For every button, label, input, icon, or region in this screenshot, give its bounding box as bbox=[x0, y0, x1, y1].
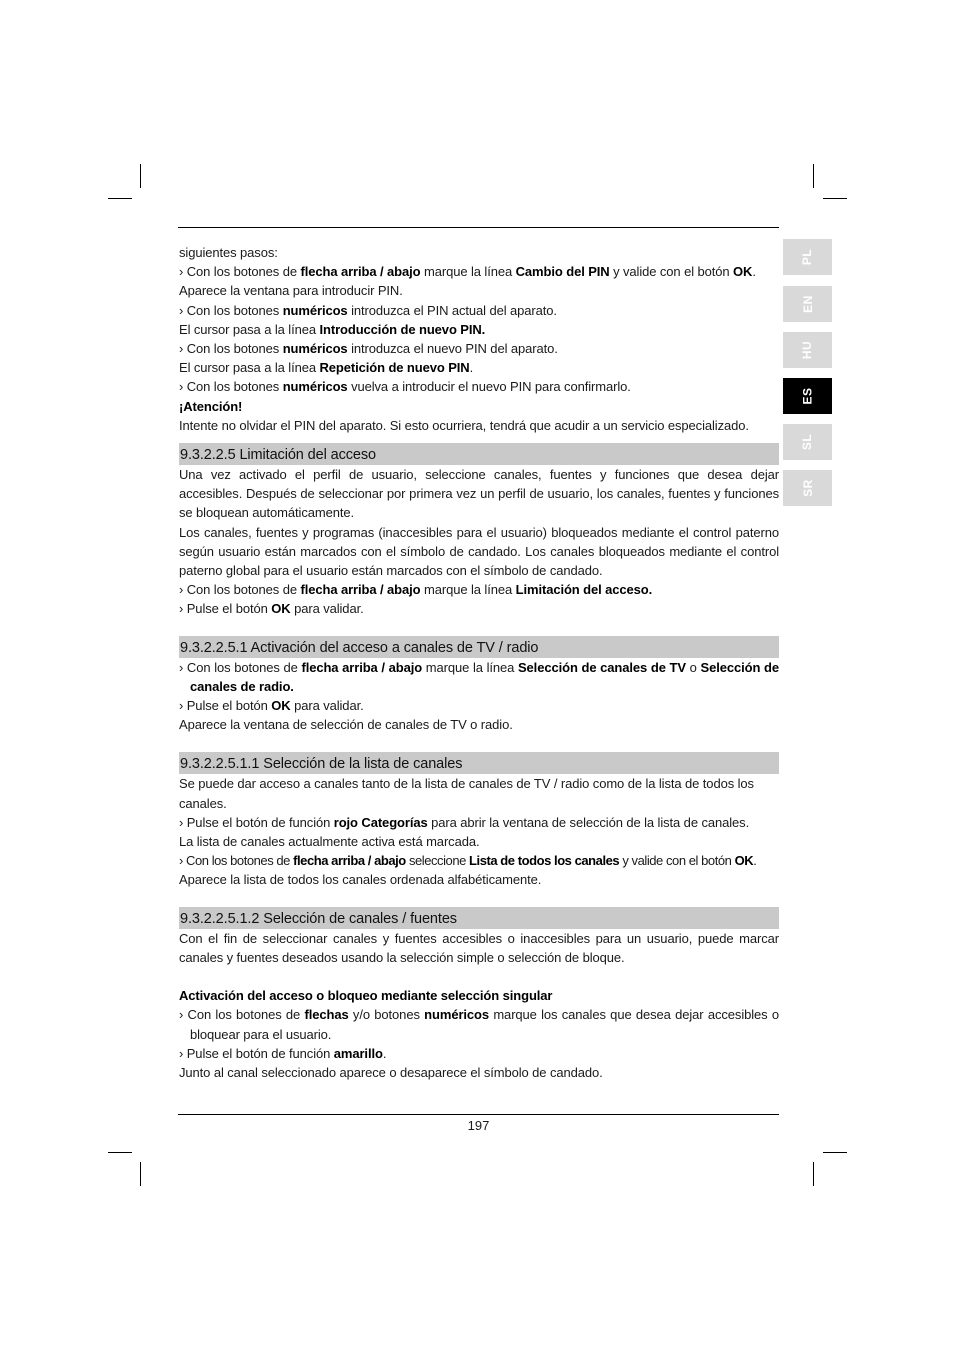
list-item bbox=[179, 262, 779, 281]
text-run: › Con los botones de bbox=[179, 659, 302, 675]
list-item bbox=[179, 301, 779, 320]
paragraph: Aparece la ventana de selección de canales de TV o radio. bbox=[179, 717, 513, 733]
text-run: El cursor pasa a la línea bbox=[179, 321, 320, 337]
text-run: . bbox=[382, 1045, 387, 1061]
list-item bbox=[179, 813, 779, 832]
attention-label bbox=[179, 397, 779, 416]
tab-label: SL bbox=[800, 433, 815, 451]
attention-text: Intente no olvidar el PIN del aparato. Si esto ocurriera, tendrá que acudir a un servicio especializado. bbox=[179, 417, 749, 433]
paragraph: Una vez activado el perfil de usuario, seleccione canales, fuentes y funciones que desea dejar accesibles. Después de seleccionar por primera vez un perfil de usuario, los canales, fuentes y funciones se bloquean automáticamente. bbox=[179, 467, 779, 521]
tab-hu[interactable] bbox=[783, 332, 832, 368]
section-heading: 9.3.2.2.5.1.1 Selección de la lista de canales bbox=[179, 752, 779, 774]
text-run: › Pulse el botón de función bbox=[179, 1045, 334, 1061]
list-item bbox=[179, 377, 779, 396]
bold-text: OK bbox=[271, 698, 291, 714]
text-run: para abrir la ventana de selección de la lista de canales. bbox=[427, 814, 750, 830]
bold-text: OK bbox=[734, 853, 754, 869]
header-rule bbox=[178, 227, 779, 228]
text-run: marque la línea bbox=[420, 582, 516, 598]
bold-text: rojo Categorías bbox=[333, 814, 428, 830]
bold-text: OK bbox=[271, 601, 291, 617]
text-run: El cursor pasa a la línea bbox=[179, 360, 320, 376]
text-run: › Con los botones de bbox=[179, 582, 301, 598]
tab-sl[interactable] bbox=[783, 424, 832, 460]
bold-text: OK bbox=[733, 264, 753, 280]
text-run: y valide con el botón bbox=[609, 264, 734, 280]
intro-line bbox=[179, 320, 779, 339]
bold-text: Limitación del acceso. bbox=[515, 582, 653, 598]
bold-text: numéricos bbox=[424, 1007, 490, 1023]
text-run: › Con los botones bbox=[179, 379, 283, 395]
crop-mark-top-right-v bbox=[813, 164, 814, 188]
text-run: › Pulse el botón bbox=[179, 601, 272, 617]
tab-pl[interactable] bbox=[783, 239, 832, 275]
text-run: › Con los botones bbox=[179, 341, 283, 357]
intro-line: Aparece la ventana para introducir PIN. bbox=[179, 283, 403, 299]
list-item bbox=[179, 599, 779, 618]
text-run: y/o botones bbox=[348, 1007, 425, 1023]
paragraph: Aparece la lista de todos los canales ordenada alfabéticamente. bbox=[179, 872, 542, 888]
page-content bbox=[179, 243, 779, 1082]
text-run: marque la línea bbox=[422, 659, 518, 675]
tab-es[interactable] bbox=[783, 378, 832, 414]
tab-en[interactable] bbox=[783, 286, 832, 322]
bold-text: numéricos bbox=[282, 341, 348, 357]
page-number: 197 bbox=[467, 1118, 490, 1133]
bold-text: flechas bbox=[304, 1007, 349, 1023]
list-item bbox=[179, 580, 779, 599]
bold-text: Cambio del PIN bbox=[515, 264, 610, 280]
text-run: marque la línea bbox=[420, 264, 516, 280]
text-run: . bbox=[469, 360, 474, 376]
list-item bbox=[179, 1044, 779, 1063]
text-run: marque los canales que desea dejar accesibles o bloquear para el usuario. bbox=[190, 1007, 779, 1042]
bold-text: flecha arriba / abajo bbox=[301, 659, 423, 675]
crop-mark-bottom-right-h bbox=[823, 1152, 847, 1153]
intro-line: siguientes pasos: bbox=[179, 245, 278, 260]
bold-text: flecha arriba / abajo bbox=[300, 582, 421, 598]
bold-text: numéricos bbox=[282, 379, 348, 395]
tab-sr[interactable] bbox=[783, 470, 832, 506]
paragraph: La lista de canales actualmente activa está marcada. bbox=[179, 834, 480, 850]
list-item bbox=[179, 1005, 779, 1043]
bold-text: flecha arriba / abajo bbox=[293, 853, 406, 869]
bold-text: Repetición de nuevo PIN bbox=[319, 360, 470, 376]
bold-text: ¡Atención! bbox=[179, 398, 243, 414]
text-run: vuelva a introducir el nuevo PIN para confirmarlo. bbox=[347, 379, 631, 395]
text-run: para validar. bbox=[290, 601, 364, 617]
tab-label: EN bbox=[800, 295, 815, 313]
bold-text: Selección de canales de TV bbox=[517, 659, 686, 675]
text-run: y valide con el botón bbox=[619, 853, 735, 869]
footer-rule bbox=[178, 1114, 779, 1115]
list-item bbox=[179, 658, 779, 696]
crop-mark-top-right-h bbox=[823, 198, 847, 199]
bold-text: flecha arriba / abajo bbox=[300, 264, 421, 280]
text-run: para validar. bbox=[290, 698, 364, 714]
text-run: › Con los botones de bbox=[179, 853, 294, 869]
tab-label: ES bbox=[800, 387, 815, 405]
section-heading: 9.3.2.2.5 Limitación del acceso bbox=[179, 443, 779, 465]
text-run: seleccione bbox=[405, 853, 470, 869]
paragraph: Junto al canal seleccionado aparece o desaparece el símbolo de candado. bbox=[179, 1064, 603, 1080]
bold-text: Lista de todos los canales bbox=[469, 853, 620, 869]
bold-text: amarillo bbox=[333, 1045, 383, 1061]
text-run: . bbox=[752, 264, 756, 280]
text-run: o bbox=[685, 659, 701, 675]
crop-mark-bottom-right-v bbox=[813, 1162, 814, 1186]
intro-line bbox=[179, 358, 779, 377]
spacer bbox=[179, 967, 779, 986]
text-run: › Con los botones de bbox=[179, 1007, 305, 1023]
crop-mark-bottom-left-h bbox=[108, 1152, 132, 1153]
list-item bbox=[179, 696, 779, 715]
paragraph: Los canales, fuentes y programas (inaccesibles para el usuario) bloqueados mediante el control paterno según usuario están marcados con el símbolo de candado. Los canales bloqueados mediante el control paterno global para el usuario están marcados con el símbolo de candado. bbox=[179, 524, 779, 579]
text-run: › Pulse el botón de función bbox=[179, 814, 334, 830]
list-item bbox=[179, 339, 779, 358]
crop-mark-top-left-h bbox=[108, 198, 132, 199]
subheading bbox=[179, 986, 779, 1005]
section-heading: 9.3.2.2.5.1 Activación del acceso a canales de TV / radio bbox=[179, 636, 779, 658]
text-run: › Con los botones de bbox=[179, 264, 301, 280]
crop-mark-bottom-left-v bbox=[140, 1162, 141, 1186]
bold-text: Selección de canales de radio. bbox=[190, 659, 779, 694]
paragraph: Se puede dar acceso a canales tanto de la lista de canales de TV / radio como de la lista de todos los canales. bbox=[179, 776, 754, 811]
tab-label: SR bbox=[800, 479, 815, 497]
text-run: introduzca el nuevo PIN del aparato. bbox=[347, 341, 558, 357]
text-run: . bbox=[753, 853, 757, 869]
section-heading: 9.3.2.2.5.1.2 Selección de canales / fuentes bbox=[179, 907, 779, 929]
list-item bbox=[179, 851, 779, 870]
text-run: introduzca el PIN actual del aparato. bbox=[347, 302, 557, 318]
paragraph: Con el fin de seleccionar canales y fuentes accesibles o inaccesibles para un usuario, puede marcar canales y fuentes deseados usando la selección simple o selección de bloque. bbox=[179, 930, 779, 965]
bold-text: Introducción de nuevo PIN. bbox=[319, 321, 486, 337]
bold-text: numéricos bbox=[282, 302, 348, 318]
crop-mark-top-left-v bbox=[140, 164, 141, 188]
tab-label: HU bbox=[800, 340, 815, 360]
bold-text: Activación del acceso o bloqueo mediante selección singular bbox=[179, 988, 553, 1004]
text-run: › Pulse el botón bbox=[179, 698, 272, 714]
tab-label: PL bbox=[800, 248, 815, 266]
text-run: › Con los botones bbox=[179, 302, 283, 318]
